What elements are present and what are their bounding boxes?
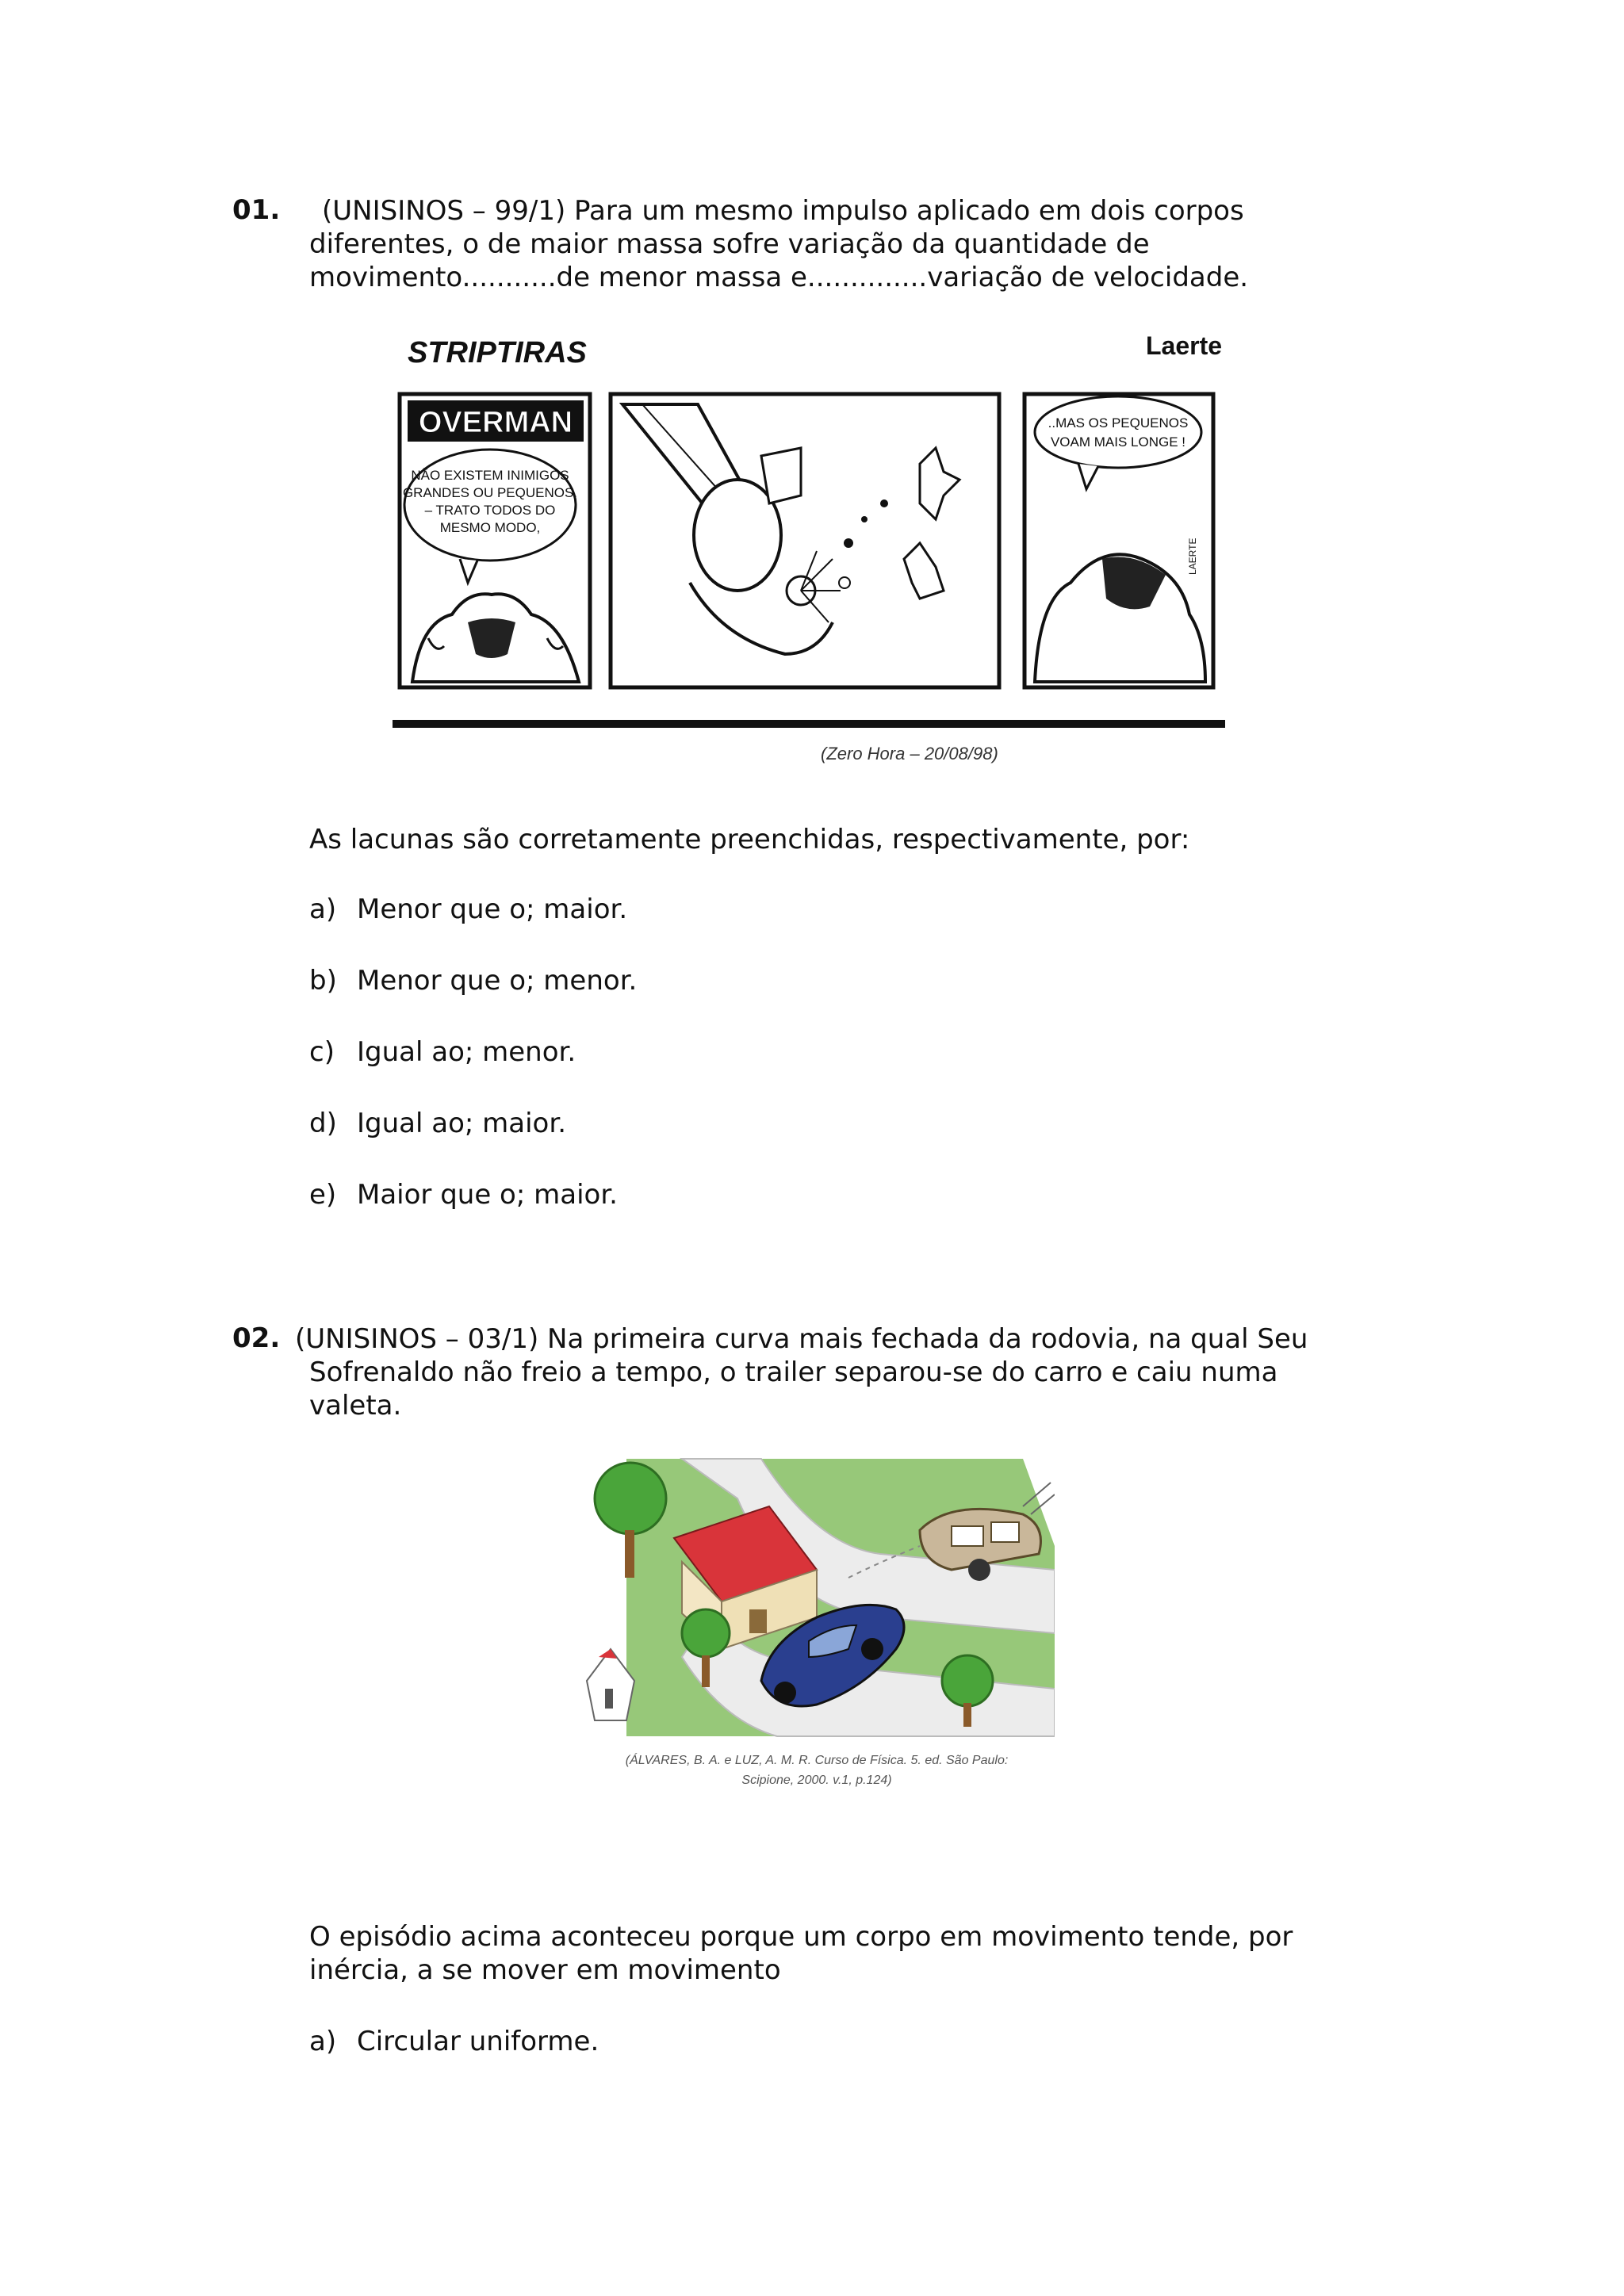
question-2-line-2: Sofrenaldo não freio a tempo, o trailer separou-se do carro e caiu numa — [309, 1357, 1278, 1388]
bubble-1-line-1: NÃO EXISTEM INIMIGOS — [411, 468, 569, 483]
option-letter: e) — [309, 1179, 337, 1211]
question-number-2: 02. — [232, 1322, 281, 1354]
illustration-citation-1: (ÁLVARES, B. A. e LUZ, A. M. R. Curso de Física. 5. ed. São Paulo: — [625, 1754, 1009, 1767]
bubble-1-line-4: MESMO MODO, — [439, 520, 541, 535]
option-letter: a) — [309, 894, 337, 925]
question-number-1: 01. — [232, 194, 281, 226]
tree-icon — [595, 1463, 666, 1534]
question-2-line-1: (UNISINOS – 03/1) Na primeira curva mais fechada da rodovia, na qual Seu — [295, 1323, 1308, 1355]
question-2-prompt-line-1: O episódio acima aconteceu porque um corpo em movimento tende, por — [309, 1921, 1293, 1953]
option-1c[interactable] — [309, 1035, 576, 1069]
option-1b[interactable] — [309, 964, 637, 997]
road-illustration-drawing — [579, 1451, 1055, 1816]
question-2-prompt-line-2: inércia, a se mover em movimento — [309, 1954, 781, 1986]
bubble-1-line-3: – TRATO TODOS DO — [424, 503, 556, 518]
option-text: Igual ao; maior. — [357, 1108, 567, 1139]
comic-panel-3 — [1025, 394, 1213, 687]
option-text: Menor que o; maior. — [357, 894, 628, 925]
comic-author: Laerte — [1146, 331, 1223, 360]
speech-bubble-3 — [1035, 396, 1201, 468]
option-text: Circular uniforme. — [357, 2026, 599, 2057]
question-1-line-3: movimento...........de menor massa e..............variação de velocidade. — [309, 262, 1249, 293]
question-1-line-2: diferentes, o de maior massa sofre variação da quantidade de — [309, 228, 1150, 260]
question-2-line-3: valeta. — [309, 1390, 402, 1422]
option-letter: b) — [309, 965, 337, 997]
comic-signature: LAERTE — [1187, 538, 1198, 575]
road-illustration — [579, 1451, 1055, 1816]
option-1e[interactable] — [309, 1178, 618, 1211]
comic-source: (Zero Hora – 20/08/98) — [821, 744, 998, 763]
house-door — [749, 1609, 767, 1633]
option-1d[interactable] — [309, 1107, 566, 1140]
overman-logo: OVERMAN — [418, 406, 573, 439]
comic-panel-2 — [611, 394, 999, 687]
bubble-3-line-2: VOAM MAIS LONGE ! — [1050, 434, 1186, 450]
illustration-citation-2: Scipione, 2000. v.1, p.124) — [741, 1774, 892, 1787]
tree-icon — [942, 1655, 993, 1706]
option-text: Igual ao; menor. — [357, 1036, 576, 1068]
option-letter: d) — [309, 1108, 337, 1139]
question-1-prompt: As lacunas são corretamente preenchidas, respectivamente, por: — [309, 824, 1190, 855]
option-text: Maior que o; maior. — [357, 1179, 618, 1211]
option-1a[interactable] — [309, 893, 627, 926]
tree-icon — [682, 1609, 730, 1657]
option-letter: c) — [309, 1036, 335, 1068]
comic-strip — [389, 321, 1229, 781]
bubble-1-line-2: GRANDES OU PEQUENOS. — [402, 485, 578, 500]
comic-bottom-rule — [393, 720, 1225, 728]
comic-panel-1 — [400, 394, 590, 687]
comic-strip-drawing — [389, 321, 1229, 781]
question-1-line-1: (UNISINOS – 99/1) Para um mesmo impulso aplicado em dois corpos — [322, 195, 1244, 227]
option-2a[interactable] — [309, 2025, 599, 2058]
bubble-3-line-1: ..MAS OS PEQUENOS — [1048, 415, 1189, 430]
comic-title: STRIPTIRAS — [408, 336, 587, 369]
option-text: Menor que o; menor. — [357, 965, 638, 997]
option-letter: a) — [309, 2026, 337, 2057]
